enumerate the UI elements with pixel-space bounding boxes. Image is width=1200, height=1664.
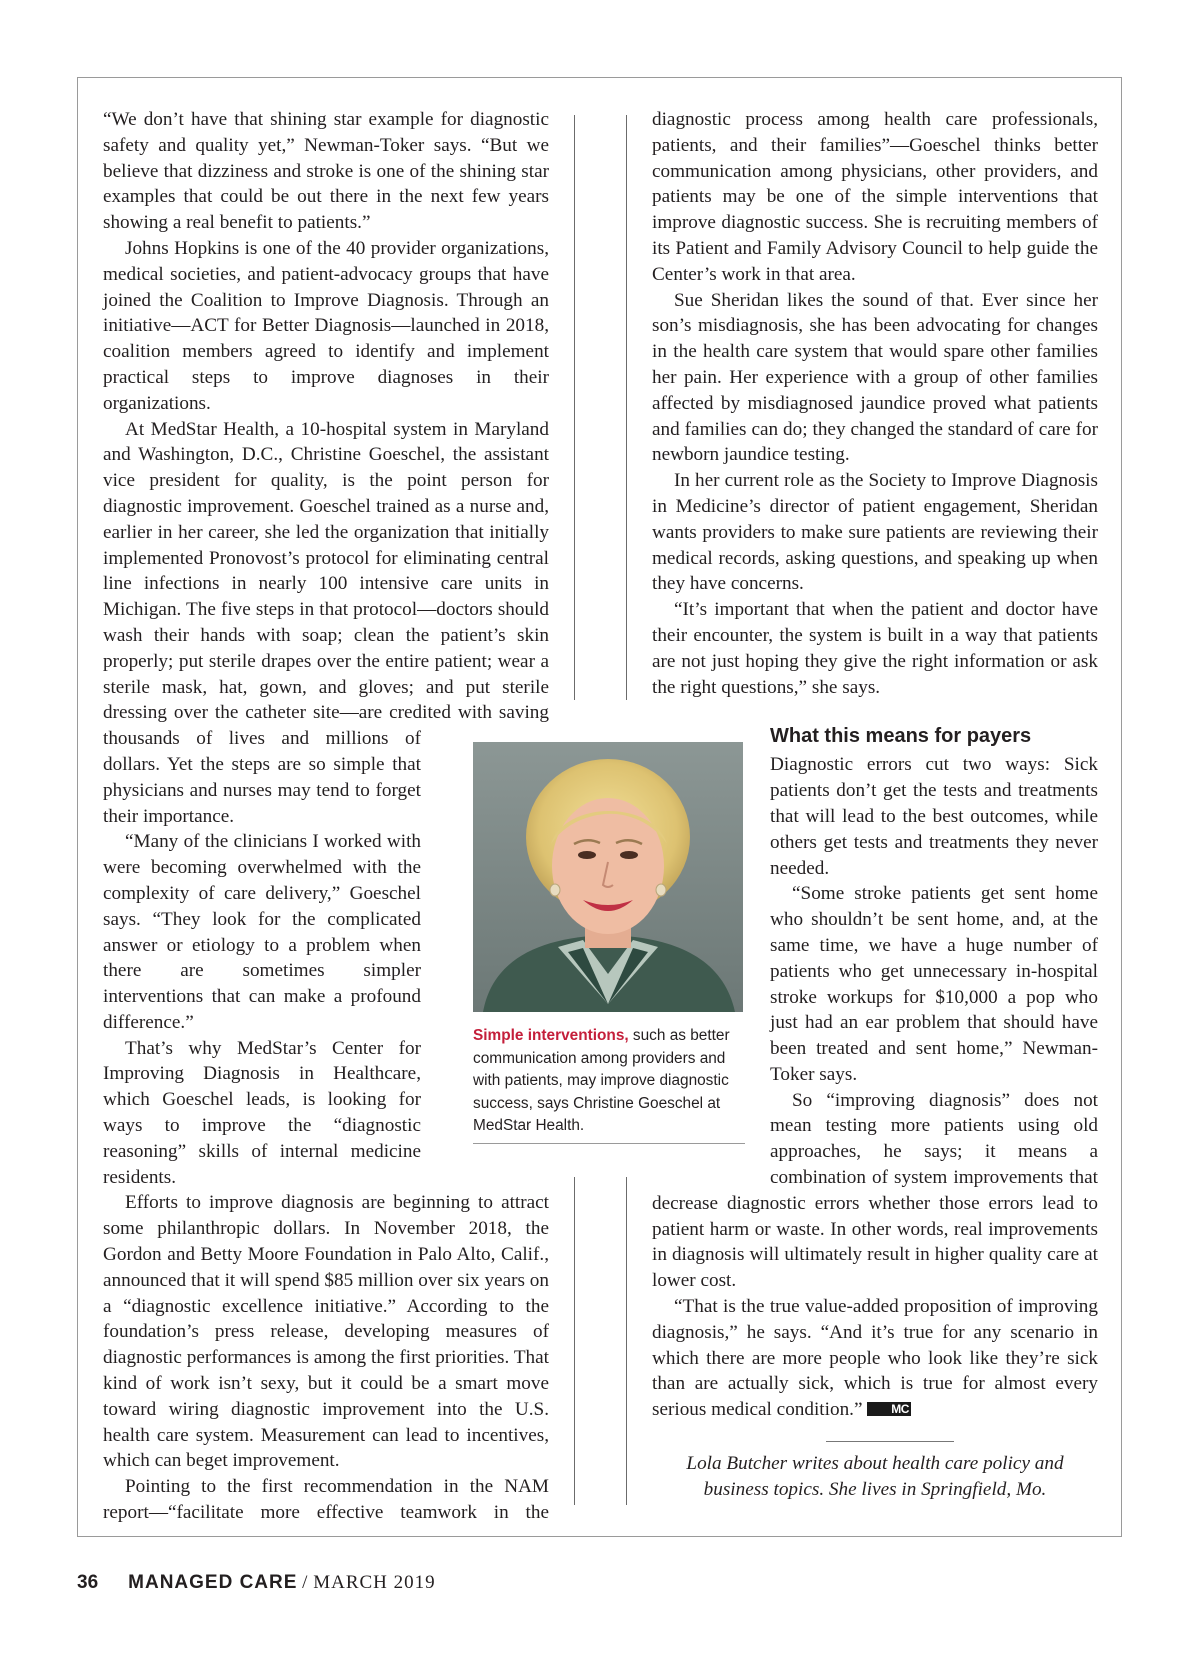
paragraph: Sue Sheridan likes the sound of that. Ever since her son’s misdiagnosis, she has been advocating for changes in the health care system that would spare other families her pain. Her experience with a group of other families affected by misdiagnosed jaundice proved what patients and families can do; they changed the standard of care for newborn jaundice testing. xyxy=(652,289,1098,466)
paragraph-text: “That is the true value-added proposition of improving diagnosis,” he says. “And it’s true for any scenario in which there are more people who look like they’re sick than are actually sick, which is true for almost every serious medical condition.” xyxy=(652,1296,1098,1421)
paragraph: Efforts to improve diagnosis are beginning to attract some philanthropic dollars. In November 2018, the Gordon and Betty Moore Foundation in Palo Alto, Calif., announced that it will spend $85 million over six years on a “diagnostic excellence initiative.” According to the foundation’s press release, developing measures of diagnostic performances is among the first priorities. That kind of work isn’t sexy, but it could be a smart move toward wiring diagnostic improvement into the U.S. health care system. Measurement can lead to incentives, which can beget improvement. xyxy=(103,1192,549,1472)
paragraph: Pointing to the first recommendation in the NAM report—“facilitate more effective teamwork in the xyxy=(103,1476,549,1524)
paragraph: That’s why MedStar’s Center for Improving Diagnosis in Healthcare, which Goeschel leads, is looking for ways to improve the “diagnostic reasoning” skills of internal medicine residents. xyxy=(103,1037,421,1188)
footer-separator: / xyxy=(302,1572,309,1593)
paragraph: At MedStar Health, a 10-hospital system in Maryland and Washington, D.C., Christine Goeschel, the assistant vice president for quality, is the point person for diagnostic improvement. Goeschel trained as a nurse and, earlier in her career, she led the organization that initially implemented Pronovost’s protocol for eliminating central line infections in nearly 100 intensive care units in Michigan. The five steps in that protocol—doctors should wash their hands with soap; clean the patient’s skin properly; put sterile drapes over the entire patient; wear a sterile mask, hat, gown, and gloves; and put sterile dressing over the catheter site—are credited with saving thousands of lives and millions of dollars. Yet the steps are so simple that physicians and nurses may tend to forget their importance. xyxy=(103,418,549,827)
photo-caption xyxy=(473,1025,747,1138)
paragraph: “Some stroke patients get sent home who shouldn’t be sent home, and, at the same time, we have a huge number of patients who get unnecessary in-hospital stroke workups for $10,000 a pop who just had an ear problem that should have been treated and sent home,” Newman-Toker says. xyxy=(770,883,1098,1085)
end-mark: MC xyxy=(867,1402,911,1416)
paragraph: In her current role as the Society to Improve Diagnosis in Medicine’s director of patient engagement, Sheridan wants providers to make sure patients are reviewing their medical records, asking questions, and speaking up when they have concerns. xyxy=(652,470,1098,595)
paragraph: “Many of the clinicians I worked with were becoming overwhelmed with the complexity of care delivery,” Goeschel says. “They look for the complicated answer or etiology to a problem when there are sometimes simpler interventions that can make a profound difference.” xyxy=(103,831,421,1033)
portrait-illustration xyxy=(473,742,743,1012)
page-number: 36 xyxy=(77,1572,99,1593)
page-footer xyxy=(77,1571,436,1595)
paragraph: “It’s important that when the patient and doctor have their encounter, the system is built in a way that patients are not just hoping they give the right information or ask the right questions,” she says. xyxy=(652,599,1098,698)
author-byline: Lola Butcher writes about health care policy and business topics. She lives in Springfield, Mo. xyxy=(686,1453,1064,1500)
paragraph: Diagnostic errors cut two ways: Sick patients don’t get the tests and treatments that will lead to the best outcomes, while others get tests and treatments they never needed. xyxy=(770,754,1098,879)
caption-lead: Simple interventions, xyxy=(473,1027,629,1044)
paragraph: diagnostic process among health care professionals, patients, and their families”—Goeschel thinks better communication among physicians, other providers, and patients may be one of the simple interventions that improve diagnostic success. She is recruiting members of its Patient and Family Advisory Council to help guide the Center’s work in that area. xyxy=(652,109,1098,285)
issue-date: MARCH 2019 xyxy=(313,1572,436,1593)
column-rule-left-upper xyxy=(574,115,575,700)
paragraph xyxy=(652,1294,1098,1423)
caption-text: such as better communication among providers and with patients, may improve diagnostic success, says Christine Goeschel at MedStar Health. xyxy=(473,1027,730,1134)
column-rule-right-upper xyxy=(626,115,627,700)
paragraph: Johns Hopkins is one of the 40 provider organizations, medical societies, and patient-advocacy groups that have joined the Coalition to Improve Diagnosis. Through an initiative—ACT for Better Diagnosis—launched in 2018, coalition members agreed to identify and implement practical steps to improve diagnoses in their organizations. xyxy=(103,237,549,414)
caption-divider xyxy=(473,1143,745,1144)
portrait-photo xyxy=(473,742,743,1012)
paragraph: So “improving diagnosis” does not mean testing more patients using old approaches, he says; it means a combination of system improvements that decrease diagnostic errors whether those errors lead to patient harm or waste. In other words, real improvements in diagnosis will ultimately result in higher quality care at lower cost. xyxy=(652,1089,1098,1292)
byline-divider xyxy=(826,1441,954,1442)
magazine-name: MANAGED CARE xyxy=(128,1572,298,1593)
section-subhead: What this means for payers xyxy=(770,725,1032,748)
paragraph: “We don’t have that shining star example for diagnostic safety and quality yet,” Newman-Toker says. “But we believe that dizziness and stroke is one of the shining star examples that could be out there in the next few years showing a real benefit to patients.” xyxy=(103,109,549,234)
column-rule-right-lower xyxy=(626,1177,627,1505)
column-rule-left-lower xyxy=(574,1177,575,1505)
